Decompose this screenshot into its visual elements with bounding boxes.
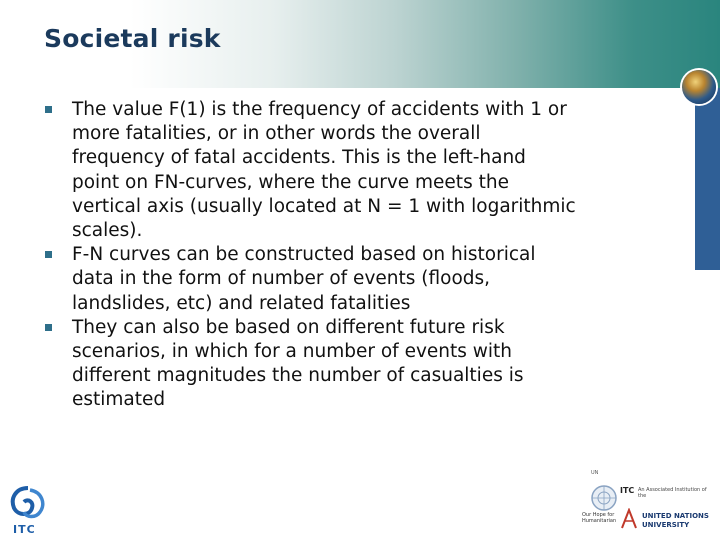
bullet-line: The value F(1) is the frequency of accidents with 1 or bbox=[72, 99, 567, 120]
association-text: An Associated Institution of the bbox=[638, 487, 707, 499]
square-bullet-icon bbox=[45, 106, 52, 113]
globe-icon bbox=[682, 70, 716, 104]
bullet-line: estimated bbox=[72, 389, 166, 411]
right-accent-bar bbox=[695, 88, 720, 270]
bullet-line: different magnitudes the number of casualties is bbox=[72, 365, 524, 387]
bullet-line: vertical axis (usually located at N = 1 with logarithmic bbox=[72, 195, 576, 217]
bullet-item bbox=[44, 316, 684, 413]
bullet-line: more fatalities, or in other words the overall bbox=[72, 123, 481, 145]
bullet-line: scales). bbox=[72, 220, 143, 242]
bullet-line: data in the form of number of events (floods, bbox=[72, 268, 491, 290]
bullet-line: landslides, etc) and related fatalities bbox=[72, 292, 411, 314]
itc-logo-text: ITC bbox=[13, 523, 36, 536]
un-emblem-icon bbox=[590, 484, 618, 512]
unu-line-1: UNITED NATIONS bbox=[642, 512, 709, 520]
unu-line-2: UNIVERSITY bbox=[642, 521, 690, 529]
square-bullet-icon bbox=[45, 324, 52, 331]
square-bullet-icon bbox=[45, 251, 52, 258]
bullet-line: scenarios, in which for a number of events with bbox=[72, 341, 513, 363]
bullet-item bbox=[44, 243, 684, 316]
partner-logos bbox=[582, 482, 716, 536]
itc-small-label: ITC bbox=[620, 486, 635, 495]
bullet-line: point on FN-curves, where the curve meets the bbox=[72, 171, 509, 193]
logo-caption: Our Hope for Humanitarian bbox=[582, 512, 617, 524]
unu-label bbox=[642, 512, 709, 530]
bullet-line: F-N curves can be constructed based on historical bbox=[72, 244, 536, 266]
tiny-mark: UN bbox=[591, 470, 599, 476]
bullet-line: frequency of fatal accidents. This is the left-hand bbox=[72, 147, 526, 169]
bullet-line: They can also be based on different future risk bbox=[72, 316, 505, 338]
unu-logo-icon bbox=[620, 508, 638, 530]
bullet-list bbox=[44, 98, 684, 413]
slide-title: Societal risk bbox=[44, 24, 221, 53]
bullet-item bbox=[44, 98, 684, 243]
